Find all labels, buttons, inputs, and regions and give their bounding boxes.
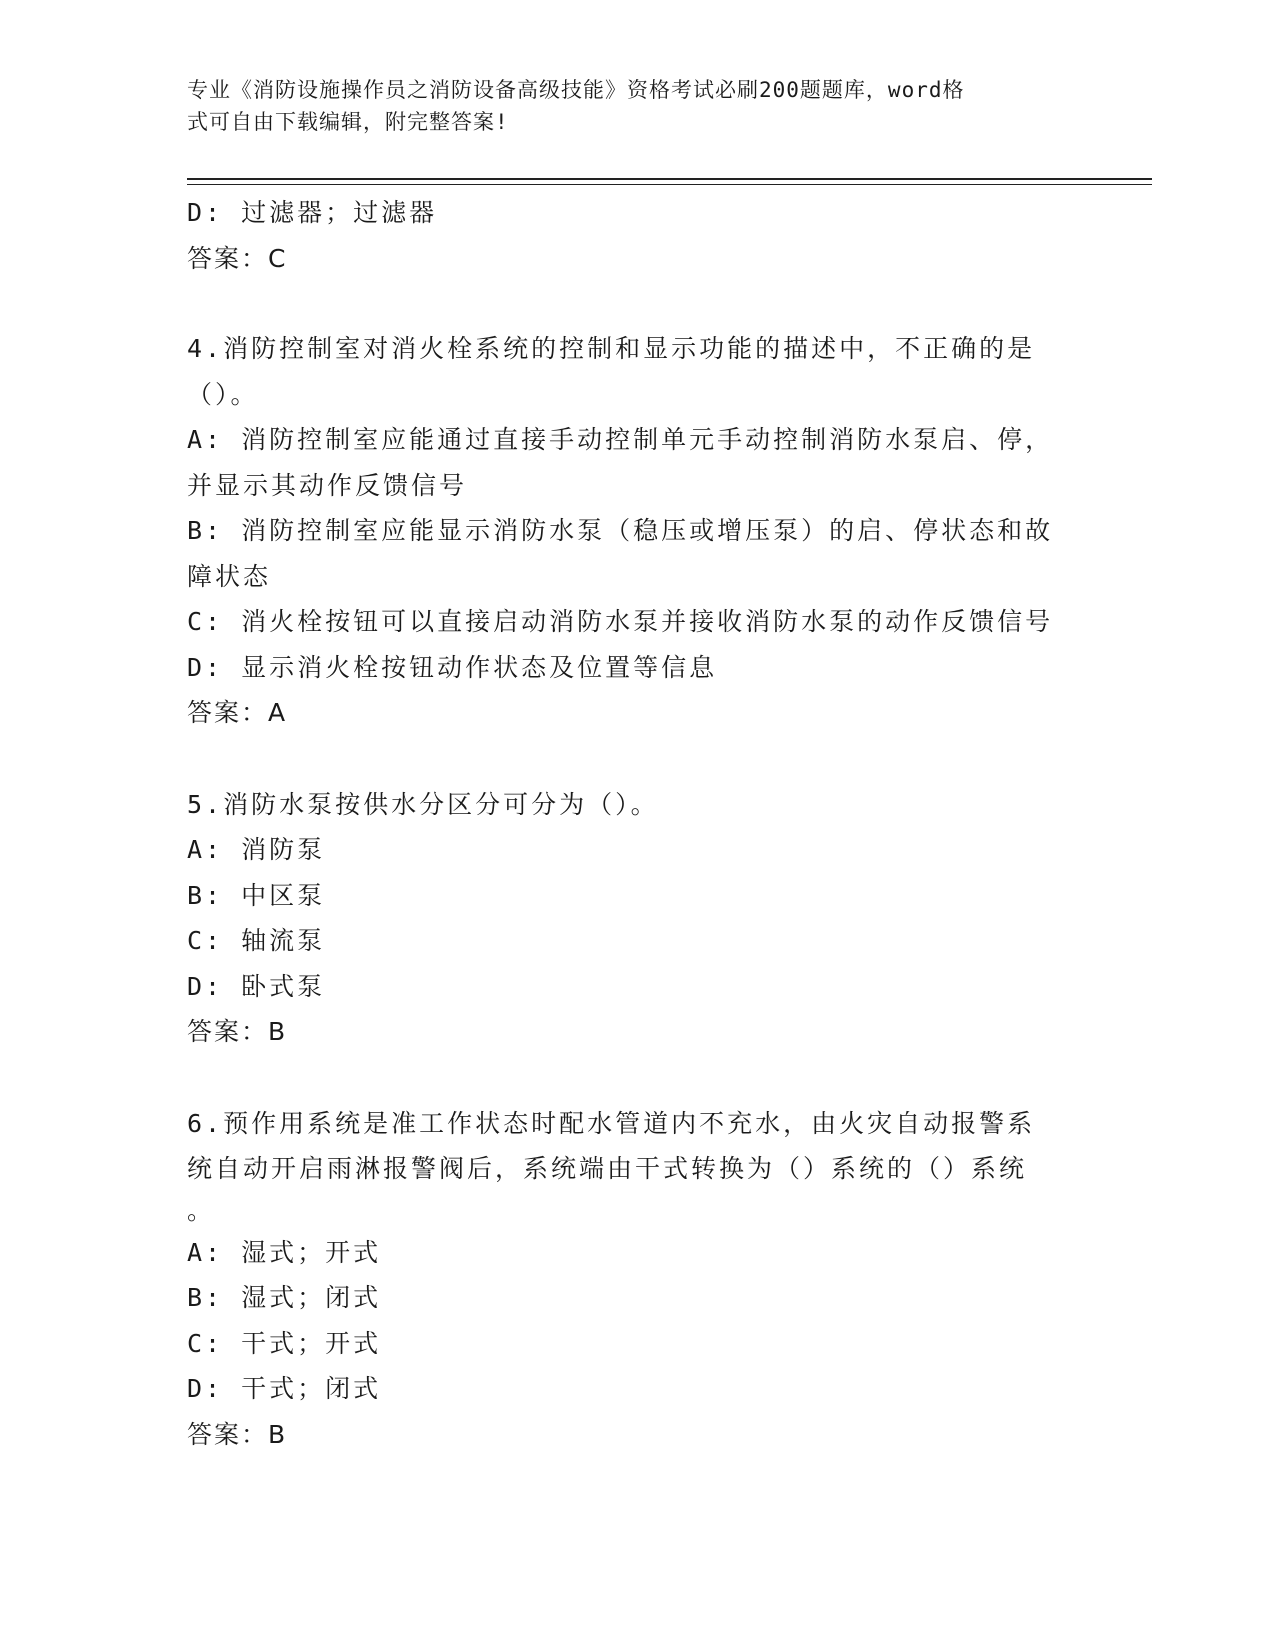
q6-stem-line-2: 统自动开启雨淋报警阀后，系统端由干式转换为（）系统的（）系统 [187, 1154, 1028, 1183]
question-4 [187, 326, 1087, 736]
header-rule-thick [187, 178, 1152, 180]
q4-option-b-line-2: 障状态 [187, 561, 272, 591]
q4-option-d: D: 显示消火栓按钮动作状态及位置等信息 [187, 652, 718, 682]
q4-stem-line-2: （）。 [187, 379, 259, 409]
q4-stem-line-1: 4.消防控制室对消火栓系统的控制和显示功能的描述中，不正确的是 [187, 334, 1036, 363]
header-rule-thin [187, 184, 1152, 185]
q6-option-a: A: 湿式；开式 [187, 1237, 382, 1267]
q5-option-b: B: 中区泵 [187, 880, 326, 910]
question-6 [187, 1101, 1087, 1458]
q6-stem-line-3: 。 [187, 1195, 216, 1225]
q4-answer: 答案：A [187, 698, 288, 727]
header-line-1: 专业《消防设施操作员之消防设备高级技能》资格考试必刷200题题库，word格 [187, 78, 965, 102]
q5-option-d: D: 卧式泵 [187, 971, 326, 1001]
q4-option-b-line-1: B: 消防控制室应能显示消防水泵（稳压或增压泵）的启、停状态和故 [187, 516, 1054, 545]
question-3 [187, 190, 1087, 281]
q5-option-a: A: 消防泵 [187, 835, 326, 864]
q6-answer: 答案：B [187, 1419, 288, 1449]
spacer [187, 281, 1087, 326]
header-line-2: 式可自由下载编辑，附完整答案! [187, 110, 509, 134]
q4-option-a-line-2: 并显示其动作反馈信号 [187, 470, 468, 500]
question-5 [187, 782, 1087, 1055]
q5-stem: 5.消防水泵按供水分区分可分为（）。 [187, 789, 659, 819]
spacer [187, 1055, 1087, 1101]
q6-option-b: B: 湿式；闭式 [187, 1283, 382, 1312]
q4-option-a-line-1: A: 消防控制室应能通过直接手动控制单元手动控制消防水泵启、停， [187, 425, 1054, 454]
document-header [187, 74, 1067, 138]
q6-stem-line-1: 6.预作用系统是准工作状态时配水管道内不充水，由火灾自动报警系 [187, 1108, 1036, 1138]
q5-answer: 答案：B [187, 1017, 288, 1046]
spacer [187, 736, 1087, 782]
q4-option-c: C: 消火栓按钮可以直接启动消防水泵并接收消防水泵的动作反馈信号 [187, 607, 1054, 636]
q6-option-c: C: 干式；开式 [187, 1328, 382, 1358]
q3-answer: 答案：C [187, 243, 288, 273]
q3-option-d: D: 过滤器；过滤器 [187, 198, 438, 227]
question-content [187, 190, 1087, 1457]
q6-option-d: D: 干式；闭式 [187, 1374, 382, 1403]
q5-option-c: C: 轴流泵 [187, 926, 326, 955]
